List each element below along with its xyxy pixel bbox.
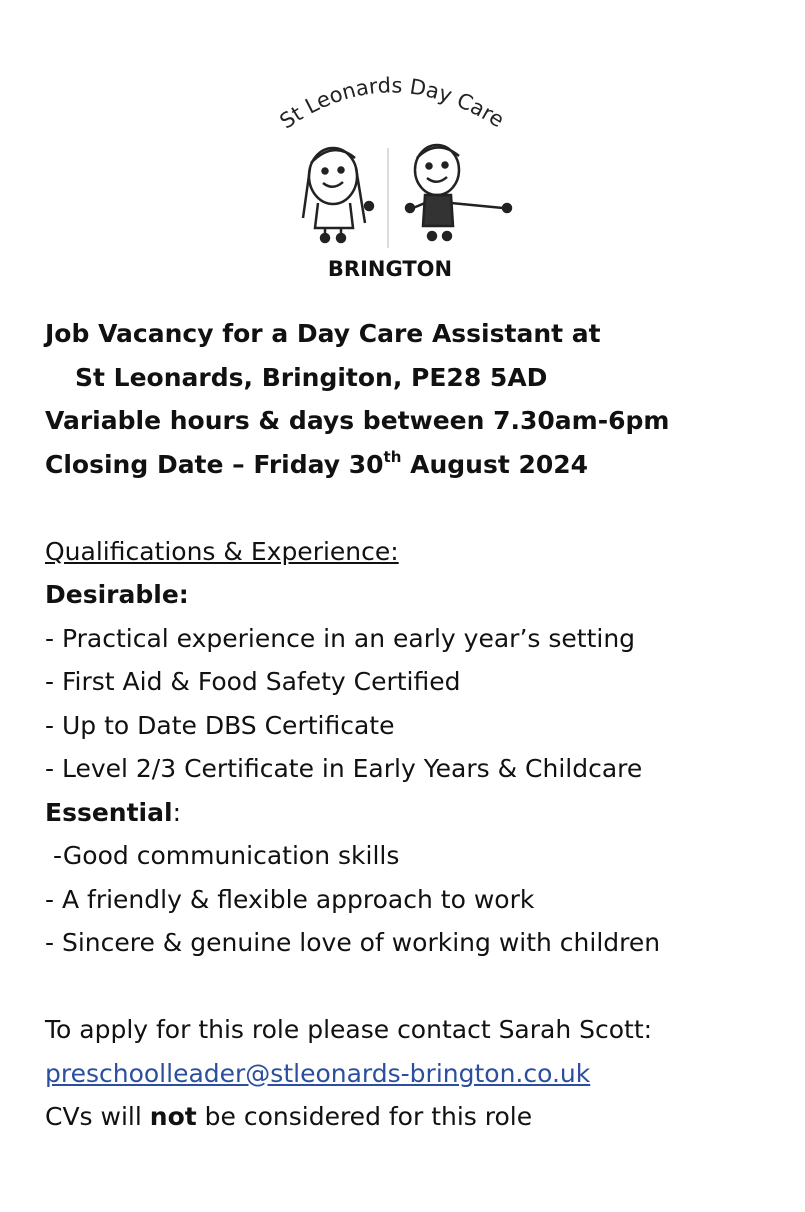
closing-date (45, 443, 785, 487)
closing-date-sup: th (383, 447, 402, 466)
essential-item: - A friendly & flexible approach to work (45, 884, 535, 914)
essential-item: -Good communication skills (53, 841, 400, 870)
desirable-item: - Level 2/3 Certificate in Early Years & Childcare (45, 754, 643, 783)
logo-place-text: BRINGTON (327, 257, 453, 281)
essential-item: - Sincere & genuine love of working with children (45, 928, 661, 957)
child-drawing-girl (303, 148, 373, 242)
cv-note-prefix: CVs will (45, 1102, 150, 1131)
spacer (45, 486, 785, 530)
essential-label-line (45, 791, 785, 835)
contact-line: To apply for this role please contact Sarah Scott: (45, 1015, 653, 1044)
vacancy-hours: Variable hours & days between 7.30am-6pm (45, 406, 670, 435)
desirable-item: - First Aid & Food Safety Certified (45, 667, 461, 696)
desirable-label: Desirable: (45, 580, 189, 609)
logo-arc-text: St Leonards Day Care (275, 73, 509, 134)
desirable-item: - Up to Date DBS Certificate (45, 710, 395, 740)
essential-colon: : (172, 797, 181, 827)
job-advert (45, 312, 785, 1139)
spacer (45, 965, 785, 1009)
closing-date-suffix: August 2024 (401, 449, 589, 479)
desirable-item: - Practical experience in an early year’s setting (45, 623, 636, 653)
cv-note (45, 1095, 785, 1139)
child-drawing-boy (388, 145, 511, 248)
cv-note-suffix: be considered for this role (196, 1102, 533, 1131)
essential-label: Essential (45, 797, 173, 827)
closing-date-prefix: Closing Date – Friday 30 (45, 449, 384, 479)
vacancy-location: St Leonards, Bringiton, PE28 5AD (75, 362, 548, 392)
cv-note-emphasis: not (149, 1102, 197, 1131)
contact-email-link[interactable]: preschoolleader@stleonards-brington.co.uk (45, 1058, 591, 1088)
qualifications-heading: Qualifications & Experience: (45, 536, 399, 566)
st-leonards-logo (255, 58, 520, 290)
vacancy-title: Job Vacancy for a Day Care Assistant at (45, 319, 601, 348)
